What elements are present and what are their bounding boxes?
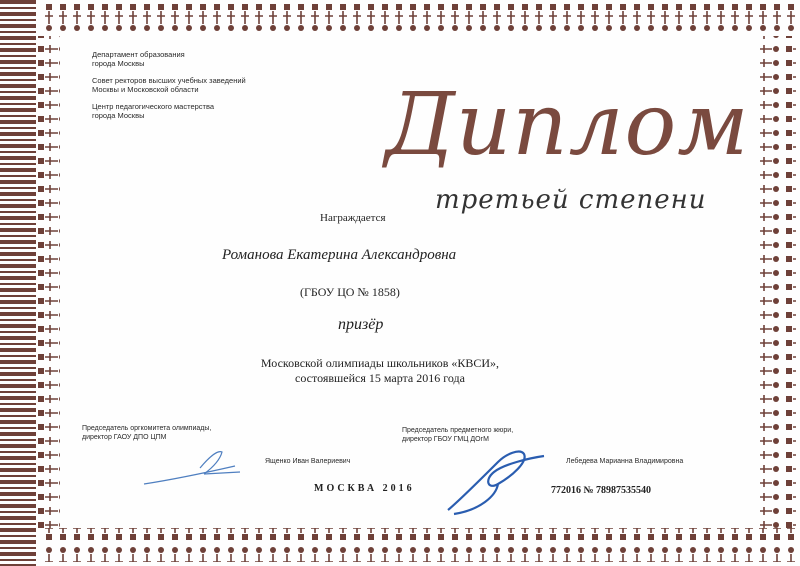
organization-1-line2: города Москвы: [92, 59, 145, 68]
left-signatory-title-line1: Председатель оргкомитета олимпиады,: [82, 425, 212, 432]
awarded-label: Награждается: [320, 212, 386, 224]
organization-1: [92, 50, 246, 68]
event-line1: Московской олимпиады школьников «КВСИ»,: [260, 356, 500, 370]
right-signatory-name: Лебедева Марианна Владимировна: [566, 458, 684, 465]
right-signature: [440, 440, 550, 520]
serial-number: 772016 № 78987535540: [551, 485, 652, 496]
left-signatory-title-line2: директор ГАОУ ДПО ЦПМ: [82, 434, 167, 441]
right-signatory-title-line1: Председатель предметного жюри,: [402, 427, 514, 434]
organization-3: [92, 102, 246, 120]
organization-2-line1: Совет ректоров высших учебных заведений: [92, 76, 246, 85]
left-signatory-name: Ященко Иван Валериевич: [265, 458, 351, 465]
diploma-degree: третьей степени: [435, 185, 707, 215]
school-name: (ГБОУ ЦО № 1858): [300, 285, 400, 299]
organization-2-line2: Москвы и Московской области: [92, 85, 199, 94]
organization-3-line2: города Москвы: [92, 111, 145, 120]
organization-1-line1: Департамент образования: [92, 50, 185, 59]
organizations-header: [92, 50, 246, 128]
left-signature: [140, 446, 250, 491]
organization-2: [92, 76, 246, 94]
award-status: призёр: [338, 316, 384, 333]
event-description: [220, 356, 540, 386]
diploma-title: Диплом: [385, 75, 750, 175]
recipient-name: Романова Екатерина Александровна: [222, 247, 457, 263]
city-year: МОСКВА 2016: [314, 483, 415, 494]
organization-3-line1: Центр педагогического мастерства: [92, 102, 215, 111]
event-line2: состоявшейся 15 марта 2016 года: [295, 371, 465, 385]
left-signatory-title: [82, 424, 211, 442]
right-signatory-title-line2: директор ГБОУ ГМЦ ДОгМ: [402, 436, 489, 443]
